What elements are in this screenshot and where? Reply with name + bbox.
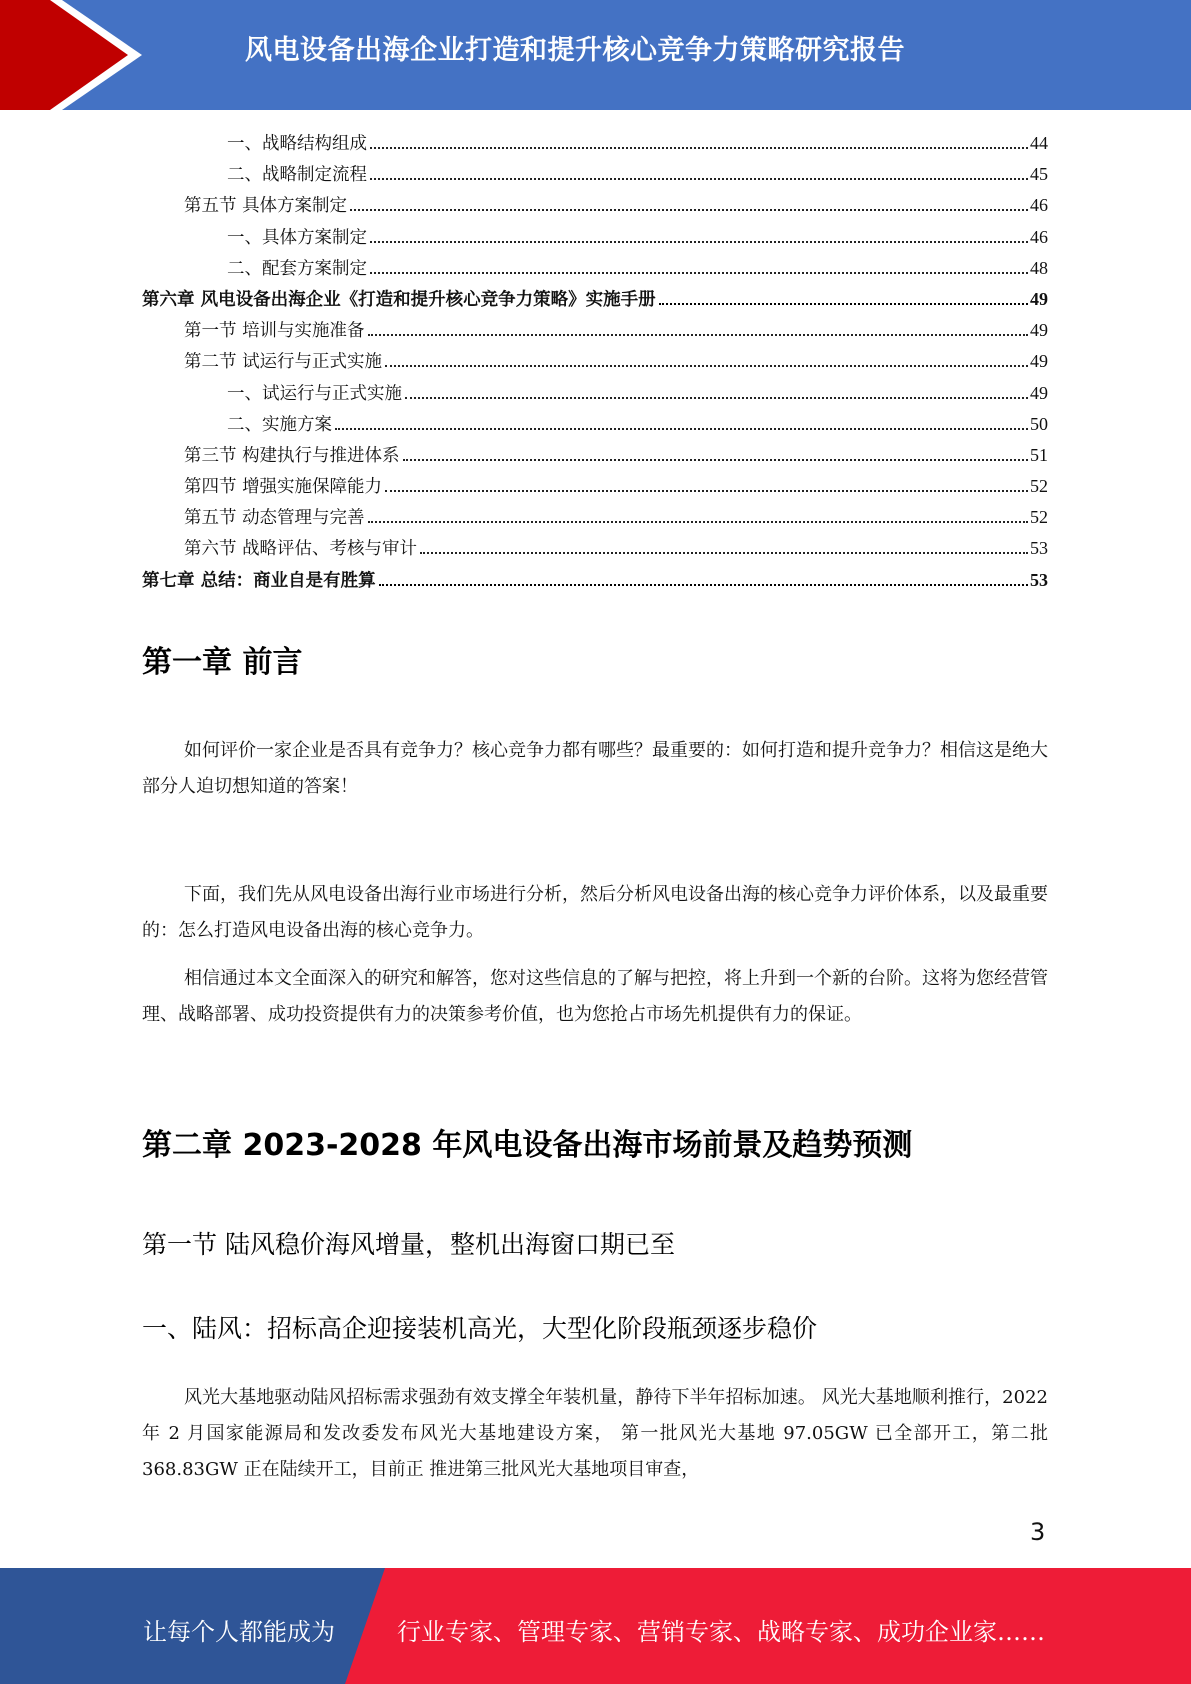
toc-entry[interactable] (142, 284, 1048, 315)
toc-entry-title: 第一节 培训与实施准备 (184, 321, 365, 342)
page-header (0, 0, 1191, 110)
toc-entry[interactable] (142, 190, 1048, 221)
toc-entry-page: 52 (1030, 507, 1048, 528)
toc-entry-title: 二、实施方案 (227, 414, 332, 435)
toc-entry-title: 第三节 构建执行与推进体系 (184, 445, 400, 466)
chapter1-heading: 第一章 前言 (142, 645, 303, 680)
chapter1-paragraph-3: 相信通过本文全面深入的研究和解答，您对这些信息的了解与把控，将上升到一个新的台阶。这将为您经营管理、战略部署、成功投资提供有力的决策参考价值，也为您抢占市场先机提供有力的保证。 (142, 968, 1048, 1025)
toc-dot-leader (659, 303, 1028, 305)
toc-entry[interactable] (142, 253, 1048, 284)
toc-entry[interactable] (142, 471, 1048, 502)
toc-entry-title: 第六章 风电设备出海企业《打造和提升核心竞争力策略》实施手册 (142, 289, 656, 310)
toc-entry[interactable] (142, 533, 1048, 564)
chapter2-heading: 第二章 2023-2028 年风电设备出海市场前景及趋势预测 (142, 1128, 913, 1163)
toc-dot-leader (405, 397, 1028, 399)
toc-entry-title: 第六节 战略评估、考核与审计 (184, 539, 418, 560)
toc-dot-leader (370, 272, 1028, 274)
toc-entry-page: 49 (1030, 320, 1048, 341)
chapter1-paragraph-1: 如何评价一家企业是否具有竞争力？核心竞争力都有哪些？最重要的：如何打造和提升竞争力？相信这是绝大部分人迫切想知道的答案！ (142, 740, 1048, 797)
toc-entry-page: 45 (1030, 164, 1048, 185)
chevron-icon (0, 0, 160, 110)
toc-entry-title: 第五节 具体方案制定 (184, 196, 348, 217)
toc-entry[interactable] (142, 346, 1048, 377)
footer-slogan-right: 行业专家、管理专家、营销专家、战略专家、成功企业家…… (397, 1618, 1045, 1646)
toc-entry[interactable] (142, 565, 1048, 596)
toc-entry-title: 第二节 试运行与正式实施 (184, 352, 383, 373)
toc-dot-leader (385, 365, 1028, 367)
toc-entry[interactable] (142, 128, 1048, 159)
toc-dot-leader (379, 584, 1028, 586)
toc-entry-page: 49 (1030, 382, 1048, 403)
chapter2-subsection1-heading: 一、陆风：招标高企迎接装机高光，大型化阶段瓶颈逐步稳价 (142, 1314, 818, 1343)
toc-entry-page: 51 (1030, 444, 1048, 465)
toc-entry-page: 53 (1030, 569, 1048, 590)
toc-entry-title: 一、具体方案制定 (227, 227, 367, 248)
toc-dot-leader (370, 147, 1028, 149)
toc-entry[interactable] (142, 440, 1048, 471)
toc-dot-leader (368, 334, 1028, 336)
toc-entry-page: 49 (1030, 351, 1048, 372)
toc-dot-leader (335, 428, 1028, 430)
toc-entry[interactable] (142, 502, 1048, 533)
toc-entry-page: 46 (1030, 195, 1048, 216)
toc-dot-leader (350, 209, 1028, 211)
toc-dot-leader (370, 178, 1028, 180)
chapter2-section1-heading: 第一节 陆风稳价海风增量，整机出海窗口期已至 (142, 1230, 675, 1259)
toc-entry-page: 48 (1030, 257, 1048, 278)
toc-entry-title: 第五节 动态管理与完善 (184, 508, 365, 529)
toc-entry[interactable] (142, 159, 1048, 190)
toc-entry-page: 52 (1030, 476, 1048, 497)
toc-entry-title: 一、战略结构组成 (227, 134, 367, 154)
toc-entry-title: 一、试运行与正式实施 (227, 383, 402, 404)
toc-entry-title: 第七章 总结：商业自是有胜算 (142, 570, 376, 591)
toc-entry-page: 53 (1030, 538, 1048, 559)
page-footer (0, 1568, 1191, 1684)
toc-entry-title: 第四节 增强实施保障能力 (184, 477, 383, 498)
page-number: 3 (1030, 1518, 1046, 1546)
toc-entry-page: 50 (1030, 413, 1048, 434)
toc-entry-title: 二、战略制定流程 (227, 165, 367, 186)
toc-entry-page: 46 (1030, 226, 1048, 247)
toc-dot-leader (420, 552, 1028, 554)
toc-entry[interactable] (142, 315, 1048, 346)
toc-dot-leader (368, 521, 1028, 523)
toc-entry-title: 二、配套方案制定 (227, 258, 367, 279)
toc-dot-leader (385, 490, 1028, 492)
footer-slogan-left: 让每个人都能成为 (143, 1618, 335, 1646)
report-title: 风电设备出海企业打造和提升核心竞争力策略研究报告 (245, 35, 905, 66)
toc-entry[interactable] (142, 222, 1048, 253)
toc-entry-page: 49 (1030, 288, 1048, 309)
toc-entry-page: 44 (1030, 133, 1048, 153)
toc-dot-leader (403, 459, 1028, 461)
chapter1-paragraph-2: 下面，我们先从风电设备出海行业市场进行分析，然后分析风电设备出海的核心竞争力评价体系，以及最重要的：怎么打造风电设备出海的核心竞争力。 (142, 884, 1048, 941)
chapter2-paragraph: 风光大基地驱动陆风招标需求强劲有效支撑全年装机量，静待下半年招标加速。 风光大基地顺利推行，2022 年 2 月国家能源局和发改委发布风光大基地建设方案， 第一批风光大基地 97.05GW 已全部开工，第二批 368.83GW 正在陆续开工，目前正 推进第三批风光大基地项目审查， (142, 1387, 1048, 1480)
toc-dot-leader (370, 241, 1028, 243)
toc-entry[interactable] (142, 378, 1048, 409)
table-of-contents (142, 128, 1048, 596)
toc-entry[interactable] (142, 409, 1048, 440)
